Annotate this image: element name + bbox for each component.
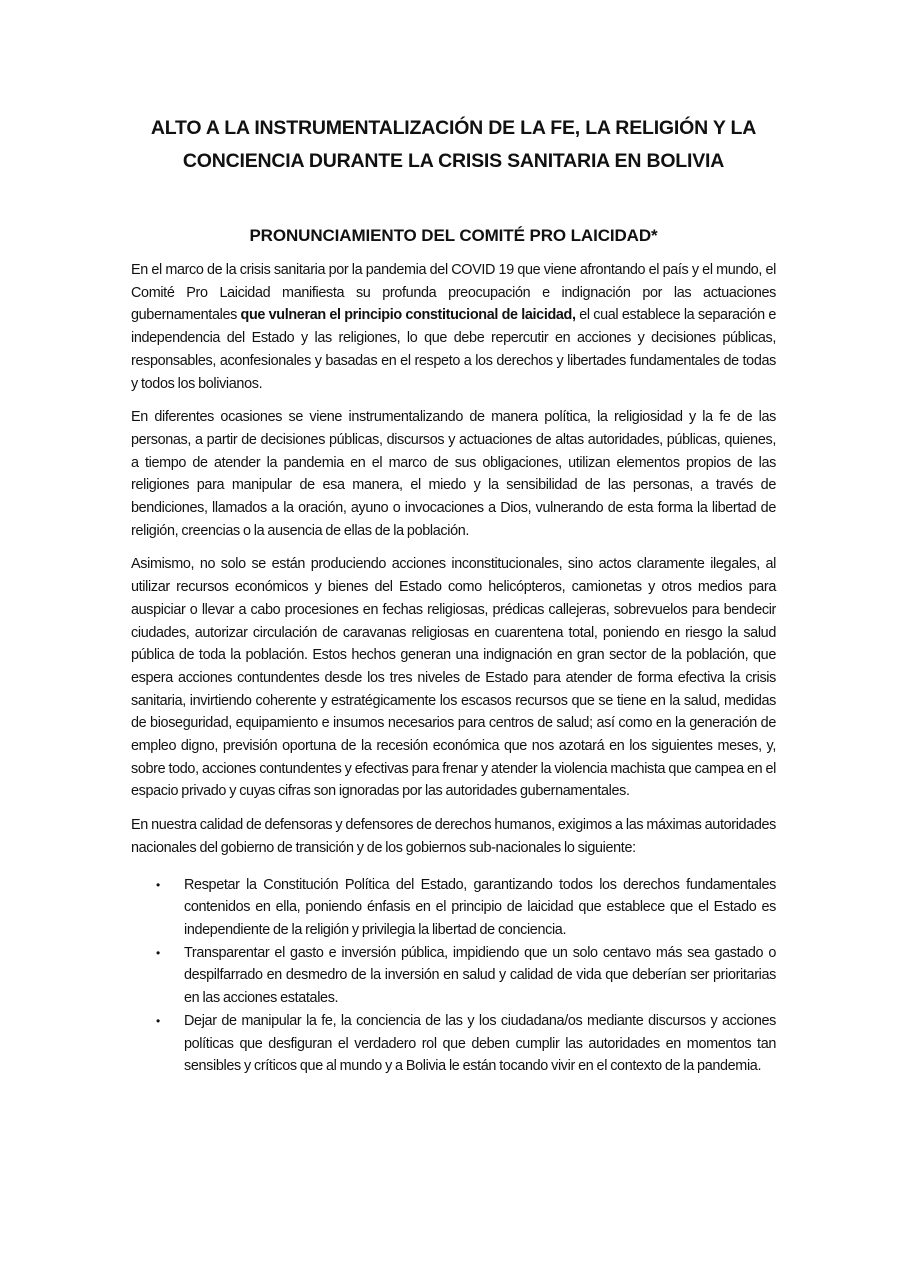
- document-title: [131, 112, 776, 178]
- bullet-icon: •: [156, 877, 160, 892]
- paragraph-illegal-acts: Asimismo, no solo se están produciendo acciones inconstitucionales, sino actos claramente ilegales, al utilizar recursos económicos y bienes del Estado como helicópteros, camionetas y otros medios para auspiciar o llevar a cabo procesiones en fechas religiosas, prédicas callejeras, sobrevuelos para bendecir ciudades, autorizar circulación de caravanas religiosas en cuarentena total, poniendo en riesgo la salud pública de toda la población. Estos hechos generan una indignación en gran sector de la población, que espera acciones contundentes desde los tres niveles de Estado para atender de forma efectiva la crisis sanitaria, invirtiendo coherente y estratégicamente los escasos recursos que se tiene en la salud, medidas de bioseguridad, equipamiento e insumos necesarios para centros de salud; así como en la generación de empleo digno, previsión oportuna de la recesión económica que nos azotará en los siguientes meses, y, sobre todo, acciones contundentes y efectivas para frenar y atender la violencia machista que campea en el espacio privado y cuyas cifras son ignoradas por las autoridades gubernamentales.: [131, 556, 776, 800]
- paragraph-intro-text-start: En el marco de la crisis sanitaria por la pandemia del COVID 19 que viene afrontando el país y el mundo, el Comité Pro Laicidad manifiesta su profunda preocupación e indignación por las actuaciones gubernamentales: [131, 262, 776, 324]
- document-subtitle: PRONUNCIAMIENTO DEL COMITÉ PRO LAICIDAD*: [249, 226, 658, 245]
- demand-item: [131, 1010, 776, 1078]
- bullet-icon: •: [156, 1013, 160, 1028]
- paragraph-intro: [131, 259, 776, 395]
- bullet-icon: •: [156, 945, 160, 960]
- paragraph-intro-bold-text: que vulneran el principio constitucional de laicidad,: [240, 307, 576, 324]
- title-line-1: ALTO A LA INSTRUMENTALIZACIÓN DE LA FE, LA RELIGIÓN Y LA: [150, 117, 757, 139]
- demand-text: Dejar de manipular la fe, la conciencia de las y los ciudadana/os mediante discursos y acciones políticas que desfiguran el verdadero rol que deben cumplir las autoridades en momentos tan sensibles y críticos que al mundo y a Bolivia le están tocando vivir en el contexto de la pandemia.: [184, 1012, 776, 1075]
- paragraph-intro-text-end: el cual establece la separación e independencia del Estado y las religiones, lo que debe repercutir en acciones y decisiones públicas, responsables, aconfesionales y basadas en el respeto a los derechos y libertades fundamentales de todas y todos los bolivianos.: [131, 307, 776, 392]
- paragraph-demands-intro: En nuestra calidad de defensoras y defensores de derechos humanos, exigimos a las máximas autoridades nacionales del gobierno de transición y de los gobiernos sub-nacionales lo siguiente:: [131, 817, 776, 856]
- demand-text: Respetar la Constitución Política del Estado, garantizando todos los derechos fundamentales contenidos en ella, poniendo énfasis en el principio de laicidad que establece que el Estado es independiente de la religión y privilegia la libertad de conciencia.: [184, 876, 776, 938]
- title-line-2: CONCIENCIA DURANTE LA CRISIS SANITARIA EN BOLIVIA: [182, 150, 725, 172]
- document-content: [131, 112, 776, 1078]
- demand-item: [131, 942, 776, 1010]
- paragraph-instrumentalization: En diferentes ocasiones se viene instrumentalizando de manera política, la religiosidad y la fe de las personas, a partir de decisiones públicas, discursos y actuaciones de altas autoridades, públicas, quienes, a tiempo de atender la pandemia en el marco de sus obligaciones, utilizan elementos propios de las religiones para manipular de esa manera, el miedo y la sensibilidad de las personas, a través de bendiciones, llamados a la oración, ayuno o invocaciones a Dios, vulnerando de esta forma la libertad de religión, creencias o la ausencia de ellas de la población.: [131, 409, 776, 539]
- demand-item: [131, 874, 776, 942]
- demands-list: [131, 874, 776, 1078]
- demand-text: Transparentar el gasto e inversión pública, impidiendo que un solo centavo más sea gastado o despilfarrado en desmedro de la inversión en salud y calidad de vida que deberían ser prioritarias en las acciones estatales.: [184, 944, 776, 1007]
